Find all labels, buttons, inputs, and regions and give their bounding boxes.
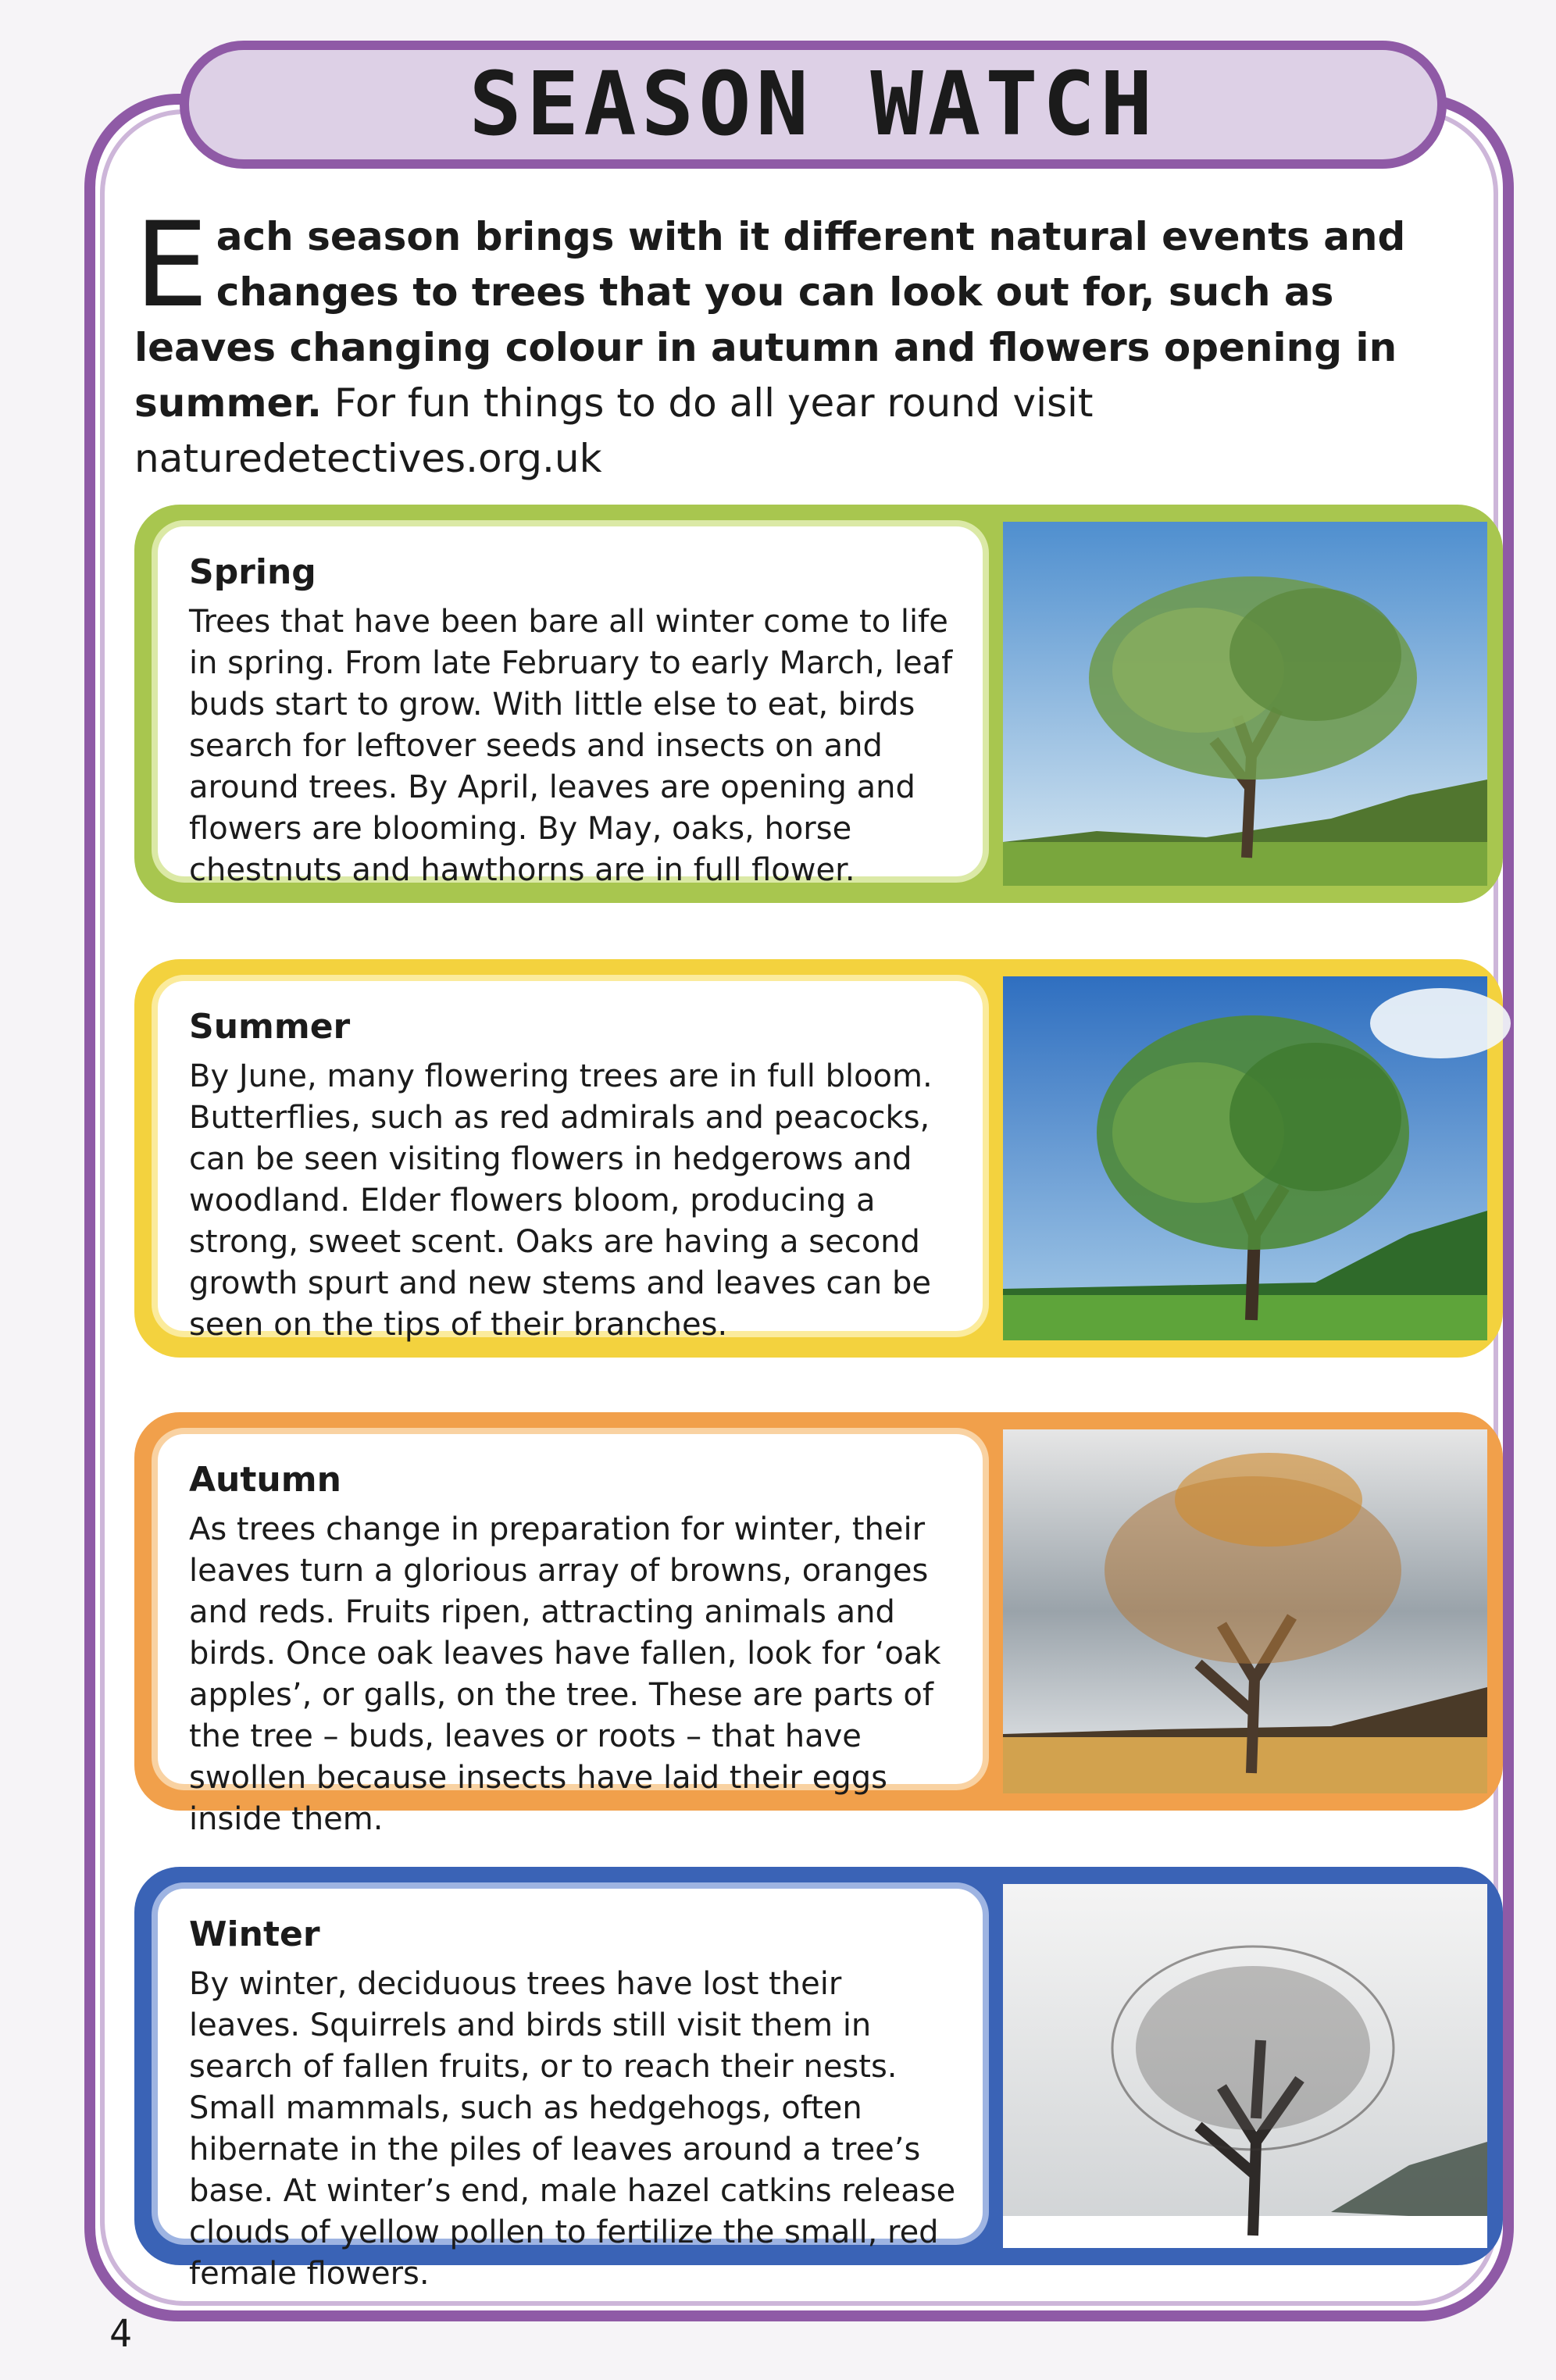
season-body: By winter, deciduous trees have lost their leaves. Squirrels and birds still visit them in search of fallen fruits, or to reach their nests. Small mammals, such as hedgehogs, often hibernate in the piles of leaves around a tree’s base. At winter’s end, male hazel catkins release clouds of yellow pollen to fertilize the small, red female flowers.: [189, 1966, 956, 2292]
season-textbox: [152, 520, 989, 888]
season-title: Spring: [189, 552, 316, 592]
season-title: Autumn: [189, 1460, 341, 1500]
title-banner: [180, 41, 1447, 169]
winter-tree-photo: [1003, 1884, 1487, 2248]
season-card-spring: [134, 505, 1503, 903]
intro-regular-text: For fun things to do all year round visit naturedetectives.org.uk: [134, 380, 1094, 481]
season-card-winter: [134, 1867, 1503, 2292]
intro-dropcap: E: [134, 198, 209, 334]
page-title: SEASON WATCH: [469, 54, 1158, 155]
season-card-autumn: [134, 1412, 1503, 1837]
season-textbox: [152, 1428, 989, 1837]
season-textbox: [152, 1882, 989, 2292]
summer-tree-photo: [1003, 976, 1487, 1340]
season-card-summer: [134, 959, 1503, 1358]
season-title: Winter: [189, 1914, 320, 1954]
season-body: Trees that have been bare all winter come to life in spring. From late February to early March, leaf buds start to grow. With little else to eat, birds search for leftover seeds and insects on and around trees. By April, leaves are opening and flowers are blooming. By May, oaks, horse chestnuts and hawthorns are in full flower.: [189, 604, 953, 888]
page-number: 4: [109, 2312, 132, 2356]
intro-paragraph: [134, 198, 1478, 487]
season-body: By June, many flowering trees are in full bloom. Butterflies, such as red admirals and peacocks, can be seen visiting flowers in hedgerows and woodland. Elder flowers bloom, producing a strong, sweet scent. Oaks are having a second growth spurt and new stems and leaves can be seen on the tips of their branches.: [189, 1058, 933, 1343]
autumn-tree-photo: [1003, 1429, 1487, 1793]
season-body: As trees change in preparation for winter, their leaves turn a glorious array of browns, oranges and reds. Fruits ripen, attracting animals and birds. Once oak leaves have fallen, look for ‘oak apples’, or galls, on the tree. These are parts of the tree – buds, leaves or roots – that have swollen because insects have laid their eggs inside them.: [189, 1511, 941, 1837]
season-title: Summer: [189, 1007, 351, 1047]
spring-tree-photo: [1003, 522, 1487, 886]
intro-bold-text: ach season brings with it different natural events and changes to trees that you can look out for, such as leaves changing colour in autumn and flowers opening in summer.: [134, 214, 1406, 426]
season-textbox: [152, 975, 989, 1343]
